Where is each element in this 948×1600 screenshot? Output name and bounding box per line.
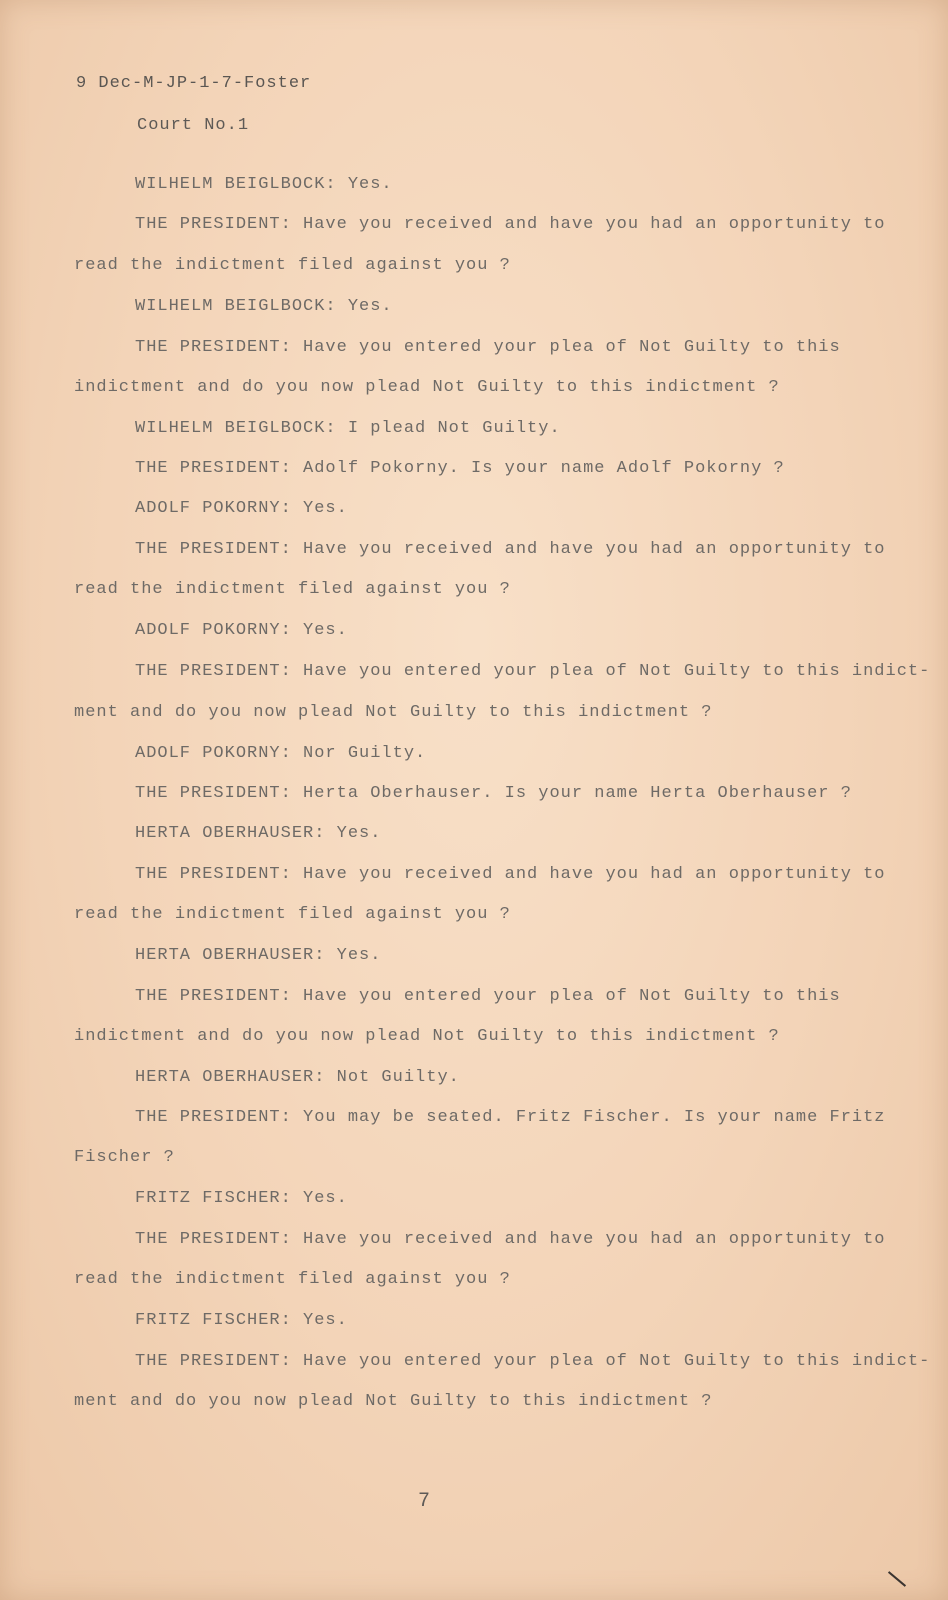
transcript-line: THE PRESIDENT: Have you received and have you had an opportunity to	[135, 215, 886, 234]
transcript-line: THE PRESIDENT: Have you entered your plea of Not Guilty to this	[135, 338, 841, 357]
transcript-line: THE PRESIDENT: Have you received and have you had an opportunity to	[135, 540, 886, 559]
transcript-line: THE PRESIDENT: Have you received and have you had an opportunity to	[135, 865, 886, 884]
transcript-line: THE PRESIDENT: Herta Oberhauser. Is your name Herta Oberhauser ?	[135, 784, 852, 803]
transcript-line: ADOLF POKORNY: Nor Guilty.	[135, 744, 427, 763]
transcript-line: THE PRESIDENT: Have you entered your plea of Not Guilty to this indict-	[135, 1352, 931, 1371]
transcript-line: THE PRESIDENT: You may be seated. Fritz Fischer. Is your name Fritz	[135, 1108, 886, 1127]
transcript-line: HERTA OBERHAUSER: Yes.	[135, 946, 382, 965]
transcript-line: read the indictment filed against you ?	[74, 1270, 511, 1289]
transcript-line: read the indictment filed against you ?	[74, 905, 511, 924]
transcript-line: WILHELM BEIGLBOCK: Yes.	[135, 297, 393, 316]
transcript-line: HERTA OBERHAUSER: Yes.	[135, 824, 382, 843]
transcript-line: Fischer ?	[74, 1148, 175, 1167]
transcript-line: THE PRESIDENT: Have you received and have you had an opportunity to	[135, 1230, 886, 1249]
transcript-line: ment and do you now plead Not Guilty to this indictment ?	[74, 703, 713, 722]
transcript-line: THE PRESIDENT: Have you entered your plea of Not Guilty to this indict-	[135, 662, 931, 681]
transcript-line: indictment and do you now plead Not Guilty to this indictment ?	[74, 1027, 780, 1046]
corner-pencil-mark	[888, 1571, 906, 1587]
transcript-line: FRITZ FISCHER: Yes.	[135, 1189, 348, 1208]
transcript-line: WILHELM BEIGLBOCK: Yes.	[135, 175, 393, 194]
transcript-line: FRITZ FISCHER: Yes.	[135, 1311, 348, 1330]
page-number: 7	[418, 1490, 432, 1513]
transcript-line: THE PRESIDENT: Have you entered your plea of Not Guilty to this	[135, 987, 841, 1006]
transcript-line: indictment and do you now plead Not Guilty to this indictment ?	[74, 378, 780, 397]
transcript-line: ment and do you now plead Not Guilty to this indictment ?	[74, 1392, 713, 1411]
transcript-line: read the indictment filed against you ?	[74, 256, 511, 275]
transcript-line: ADOLF POKORNY: Yes.	[135, 621, 348, 640]
court-number: Court No.1	[137, 116, 250, 135]
transcript-line: HERTA OBERHAUSER: Not Guilty.	[135, 1068, 460, 1087]
header-identifier: 9 Dec-M-JP-1-7-Foster	[76, 74, 312, 93]
transcript-line: THE PRESIDENT: Adolf Pokorny. Is your name Adolf Pokorny ?	[135, 459, 785, 478]
transcript-line: WILHELM BEIGLBOCK: I plead Not Guilty.	[135, 419, 561, 438]
transcript-line: read the indictment filed against you ?	[74, 580, 511, 599]
transcript-line: ADOLF POKORNY: Yes.	[135, 499, 348, 518]
